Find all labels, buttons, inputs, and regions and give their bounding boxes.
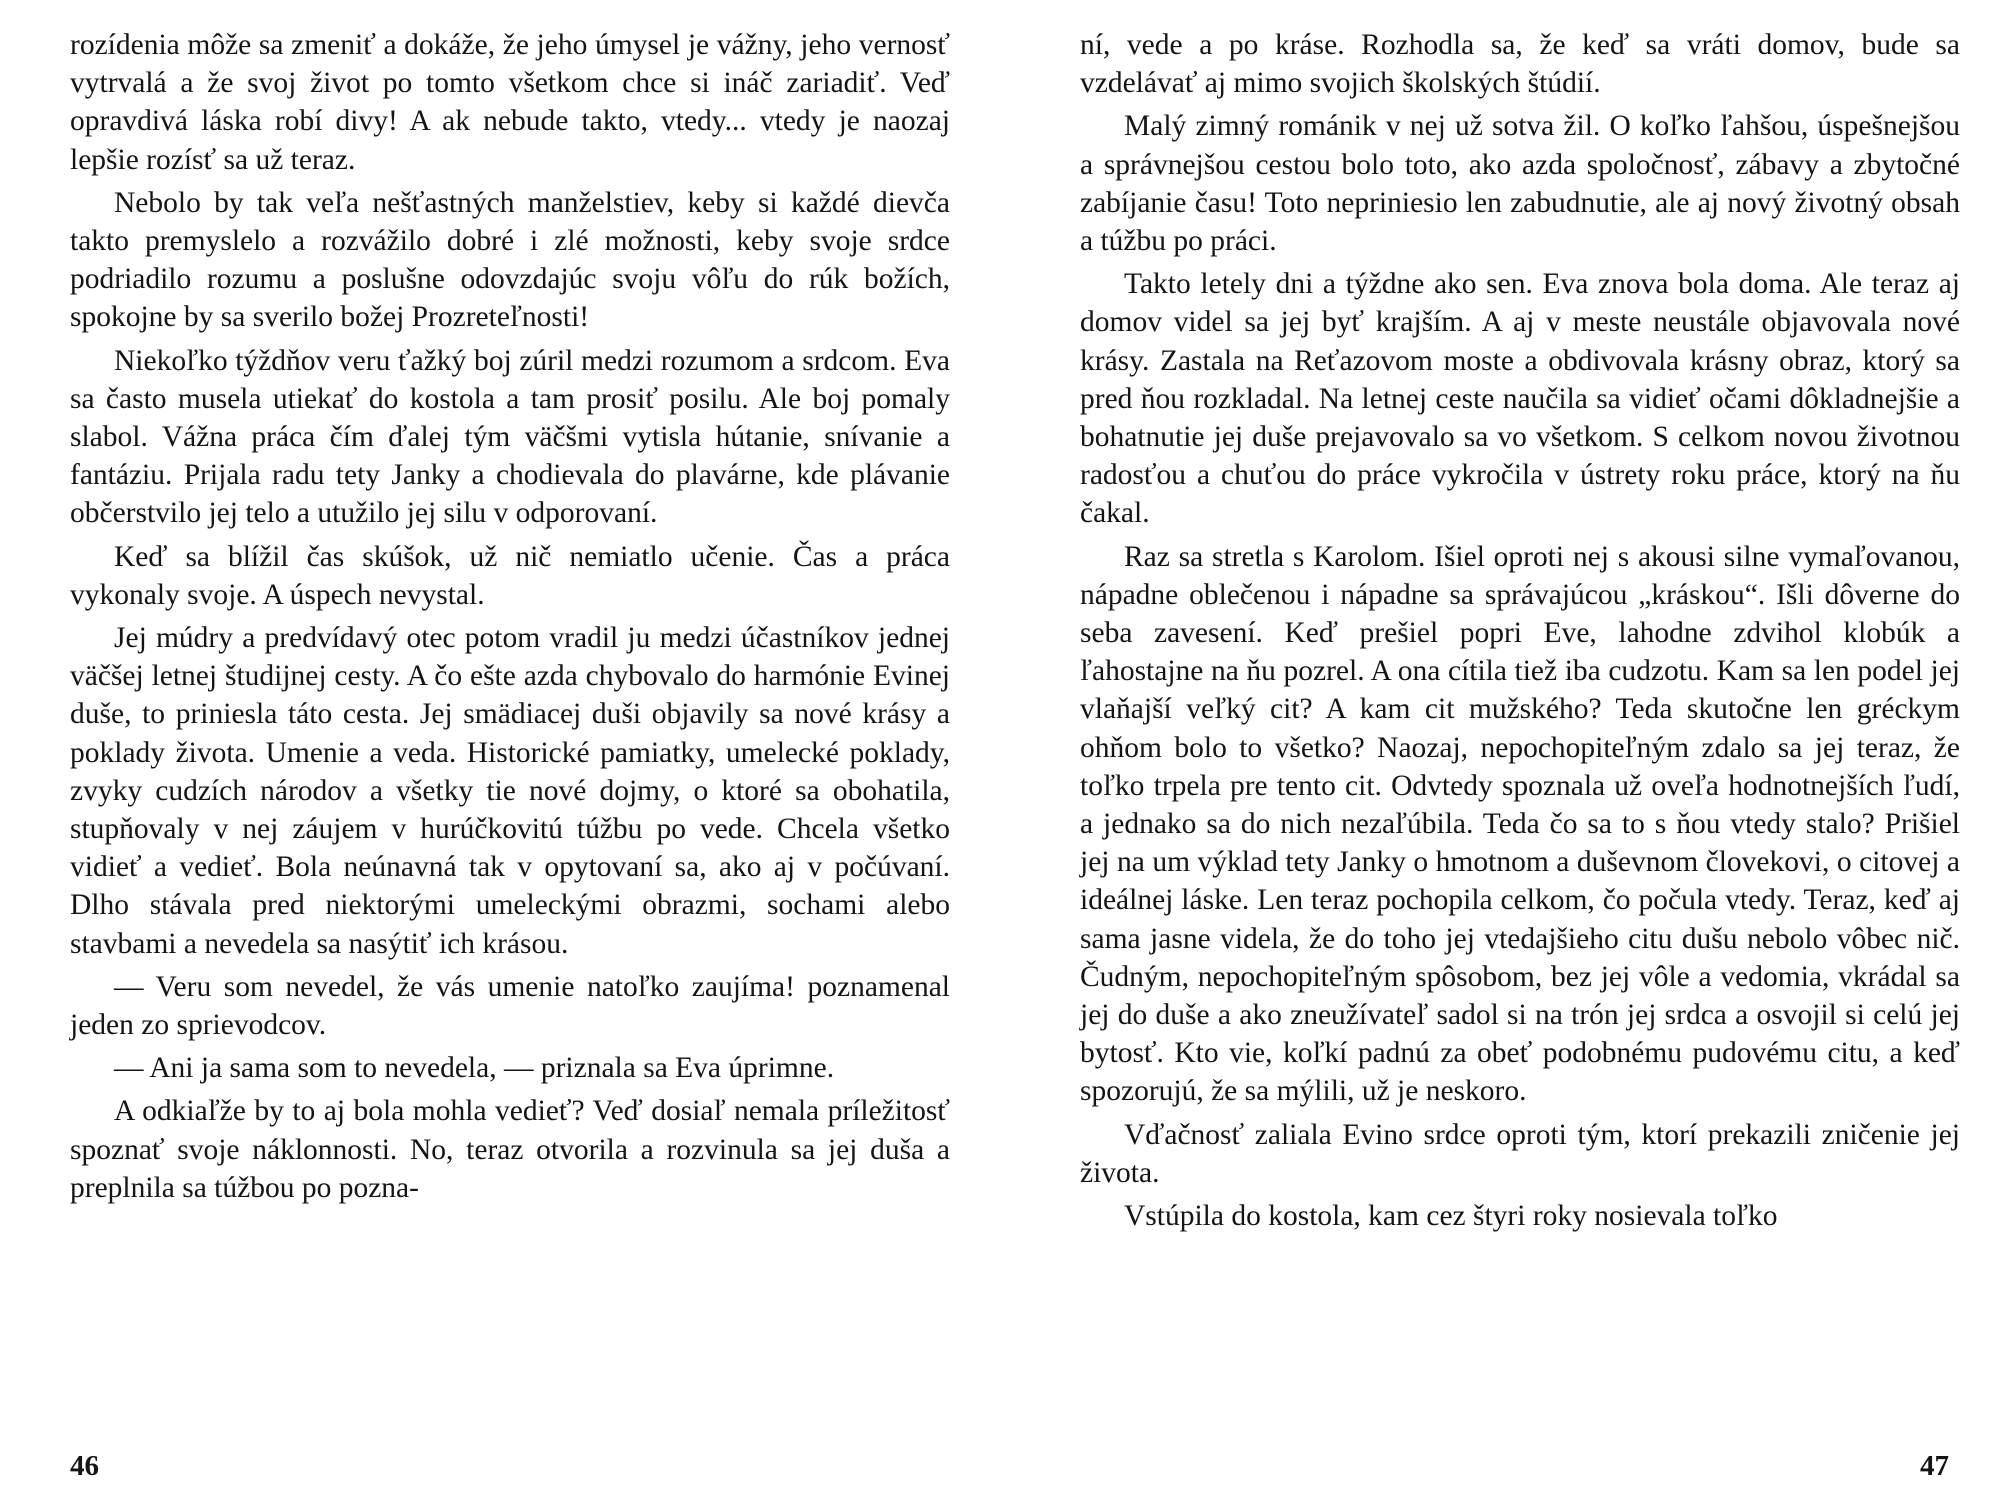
right-paragraph-4: Raz sa stretla s Karolom. Išiel oproti nej s akousi silne vymaľovanou, nápadne oblečenou i nápadne sa správajúcou „kráskou“. Išli dôverne do seba zavesení. Keď prešiel popri Eve, lahodne zdvihol klobúk a ľahostajne na ňu pozrel. A ona cítila tiež iba cudzotu. Kam sa len podel jej vlaňajší veľký cit? A kam cit mužského? Teda skutočne len gréckym ohňom bolo to všetko? Naozaj, nepochopiteľným zdalo sa jej teraz, že toľko trpela pre tento cit. Odvtedy spoznala už oveľa hodnotnejších ľudí, a jednako sa do nich nezaľúbila. Teda čo sa to s ňou vtedy stalo? Prišiel jej na um výklad tety Janky o hmotnom a duševnom človekovi, o citovej a ideálnej láske. Len teraz pochopila celkom, čo počula vtedy. Teraz, keď aj sama jasne videla, že do toho jej vtedajšieho citu dušu nebolo vôbec nič. Čudným, nepochopiteľným spôsobom, bez jej vôle a vedomia, vkrádal sa jej do duše a ako zneužívateľ sadol si na trón jej srdca a osvojil si celú jej bytosť. Kto vie, koľkí padnú za obeť podobnému pudovému citu, a keď spozorujú, že sa mýlili, už je neskoro. bbox=[1080, 540, 1960, 1108]
right-paragraph-2: Malý zimný románik v nej už sotva žil. O koľko ľahšou, úspešnejšou a správnejšou cestou bolo toto, ako azda spoločnosť, zábavy a zbytočné zabíjanie času! Toto nepriniesio len zabudnutie, ale aj nový životný obsah a túžbu po práci. bbox=[1080, 110, 1960, 258]
left-paragraph-3: Niekoľko týždňov veru ťažký boj zúril medzi rozumom a srdcom. Eva sa často musela utiekať do kostola a tam prosiť posilu. Ale boj pomaly slabol. Vážna práca čím ďalej tým väčšmi vytisla hútanie, snívanie a fantáziu. Prijala radu tety Janky a chodievala do plavárne, kde plávanie občerstvilo jej telo a utužilo jej silu v odporovaní. bbox=[70, 344, 950, 530]
right-paragraph-5: Vďačnosť zaliala Evino srdce oproti tým, ktorí prekazili zničenie jej života. bbox=[1080, 1118, 1960, 1189]
left-paragraph-4: Keď sa blížil čas skúšok, už nič nemiatlo učenie. Čas a práca vykonaly svoje. A úspech nevystal. bbox=[70, 540, 950, 611]
right-paragraph-6: Vstúpila do kostola, kam cez štyri roky nosievala toľko bbox=[1124, 1200, 1778, 1233]
left-paragraph-1: rozídenia môže sa zmeniť a dokáže, že jeho úmysel je vážny, jeho vernosť vytrvalá a že svoj život po tomto všetkom chce si ináč zariadiť. Veď opravdivá láska robí divy! A ak nebude takto, vtedy... vtedy je naozaj lepšie rozísť sa už teraz. bbox=[70, 29, 950, 176]
left-paragraph-8: A odkiaľže by to aj bola mohla vedieť? Veď dosiaľ nemala príležitosť spoznať svoje náklonnosti. No, teraz otvorila a rozvinula sa jej duša a preplnila sa túžbou po pozna- bbox=[70, 1095, 950, 1204]
left-paragraph-7: — Ani ja sama som to nevedela, — priznala sa Eva úprimne. bbox=[114, 1052, 835, 1085]
right-paragraph-3: Takto letely dni a týždne ako sen. Eva znova bola doma. Ale teraz aj domov videl sa jej byť krajším. A aj v meste neustále objavovala nové krásy. Zastala na Reťazovom moste a obdivovala krásny obraz, ktorý sa pred ňou rozkladal. Na letnej ceste naučila sa vidieť očami dôkladnejšie a bohatnutie jej duše prejavovalo sa vo všetkom. S celkom novou životnou radosťou a chuťou do práce vykročila v ústrety roku práce, ktorý na ňu čakal. bbox=[1080, 268, 1960, 530]
right-paragraph-1: ní, vede a po kráse. Rozhodla sa, že keď sa vráti domov, bude sa vzdelávať aj mimo svojich školských štúdií. bbox=[1080, 29, 1960, 100]
left-paragraph-6: — Veru som nevedel, že vás umenie natoľko zaujíma! poznamenal jeden zo sprievodcov. bbox=[70, 970, 950, 1042]
left-paragraph-5: Jej múdry a predvídavý otec potom vradil ju medzi účastníkov jednej väčšej letnej študijnej cesty. A čo ešte azda chybovalo do harmónie Evinej duše, to priniesla táto cesta. Jej smädiacej duši objavily sa nové krásy a poklady života. Umenie a veda. Historické pamiatky, umelecké poklady, zvyky cudzích národov a všetky tie nové dojmy, o ktoré sa obohatila, stupňovaly v nej záujem v hurúčkovitú túžbu po vede. Chcela všetko vidieť a vedieť. Bola neúnavná tak v opytovaní sa, ako aj v počúvaní. Dlho stávala pred niektorými umeleckými obrazmi, sochami alebo stavbami a nevedela sa nasýtiť ich krásou. bbox=[70, 622, 950, 960]
left-page bbox=[70, 26, 950, 1212]
page-number-right: 47 bbox=[1920, 1450, 1949, 1482]
right-page bbox=[1080, 26, 1960, 1240]
page-number-left: 46 bbox=[70, 1450, 99, 1482]
left-paragraph-2: Nebolo by tak veľa nešťastných manželstiev, keby si každé dievča takto premyslelo a rozvážilo dobré i zlé možnosti, keby svoje srdce podriadilo rozumu a poslušne odovzdajúc svoju vôľu do rúk božích, spokojne by sa sverilo božej Prozreteľnosti! bbox=[70, 186, 950, 334]
